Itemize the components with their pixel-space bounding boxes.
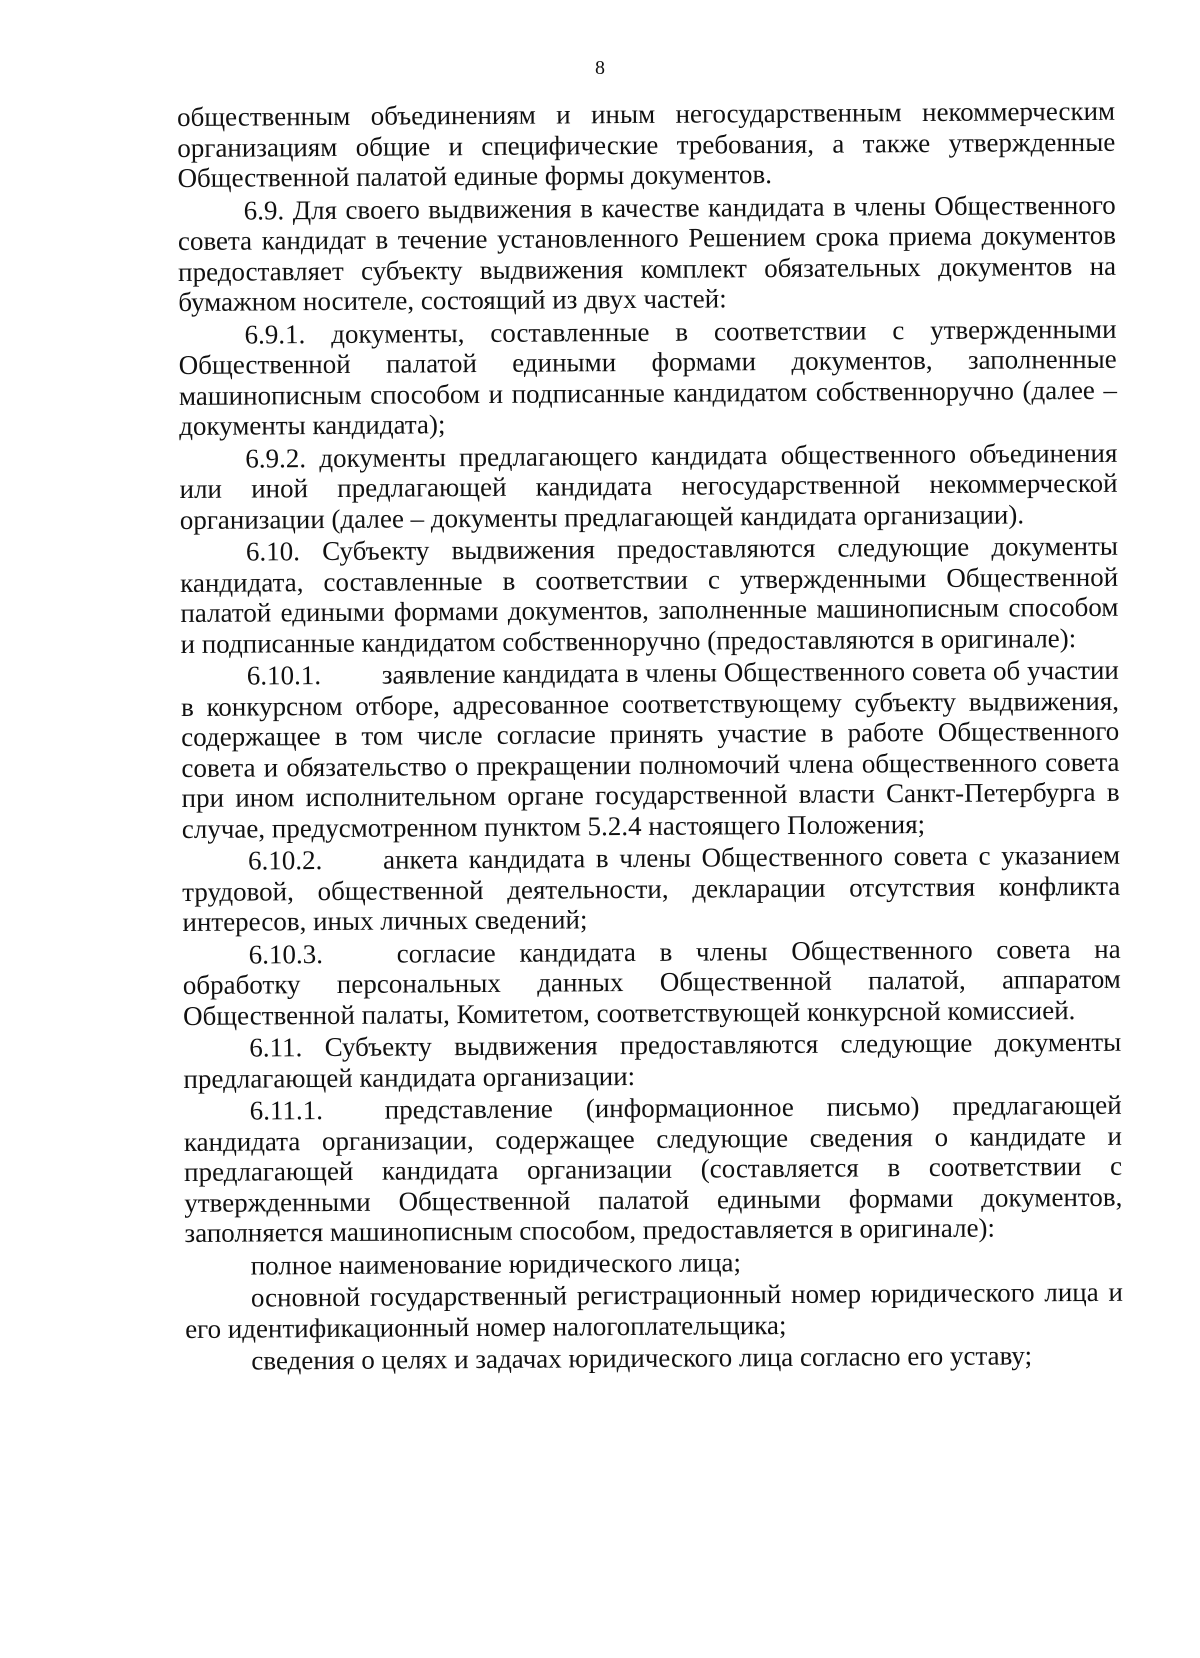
item-text: анкета кандидата в члены Общественного совета с указанием трудовой, общественной деятельности, декларации отсутствия конфликта интересов, иных личных сведений;	[182, 839, 1121, 937]
item-number: 6.10.2.	[247, 845, 323, 876]
paragraph-6-9-2: 6.9.2. документы предлагающего кандидата общественного объединения или иной предлагающей кандидата негосударственной некоммерческой организации (далее – документы предлагающей кандидата организации).	[179, 437, 1118, 535]
paragraph-6-10: 6.10. Субъекту выдвижения предоставляются следующие документы кандидата, составленные в соответствии с утвержденными Общественной палатой едиными формами документов, заполненные машинописным способом и подписанные кандидатом собственноручно (предоставляются в оригинале):	[180, 530, 1119, 659]
paragraph-continuation: общественным объединениям и иным негосударственным некоммерческим организациям общие и специфические требования, а также утвержденные Общественной палатой единые формы документов.	[177, 95, 1116, 193]
list-entry-registration-number: основной государственный регистрационный номер юридического лица и его идентификационный номер налогоплательщика;	[185, 1276, 1124, 1344]
item-number: 6.10.1.	[246, 660, 322, 691]
list-entry-goals: сведения о целях и задачах юридического лица согласно его уставу;	[251, 1340, 1033, 1376]
list-entry-full-name: полное наименование юридического лица;	[250, 1246, 742, 1281]
item-text: заявление кандидата в члены Общественного совета об участии в конкурсном отборе, адресованное соответствующему субъекту выдвижения, содержащее в том числе согласие принять участие в работе Общественного совета и обязательство о прекращении полномочий члена общественного совета при ином исполнительном органе государственной власти Санкт-Петербурга в случае, предусмотренном пунктом 5.2.4 настоящего Положения;	[180, 654, 1120, 844]
paragraph-6-11: 6.11. Субъекту выдвижения предоставляются следующие документы предлагающей кандидата организации:	[183, 1026, 1122, 1094]
paragraph-6-10-3	[183, 933, 1122, 1031]
item-number: 6.11.1.	[249, 1095, 324, 1126]
item-number: 6.10.3.	[248, 938, 324, 970]
paragraph-6-9-1: 6.9.1. документы, составленные в соответствии с утвержденными Общественной палатой едиными формами документов, заполненные машинописным способом и подписанные кандидатом собственноручно (далее – документы кандидата);	[178, 313, 1118, 441]
item-text: представление (информационное письмо) предлагающей кандидата организации, содержащее следующие сведения о кандидате и предлагающей кандидата организации (составляется в соответствии с утвержденными Общественной палатой едиными формами документов, заполняется машинописным способом, предоставляется в оригинале):	[183, 1089, 1123, 1248]
paragraph-6-10-2	[182, 840, 1121, 938]
paragraph-6-9: 6.9. Для своего выдвижения в качестве кандидата в члены Общественного совета кандидат в течение установленного Решением срока приема документов предоставляет субъекту выдвижения комплект обязательных документов на бумажном носителе, состоящий из двух частей:	[177, 189, 1117, 317]
page-number: 8	[595, 57, 605, 79]
document-body	[177, 96, 1123, 1379]
item-text: согласие кандидата в члены Общественного совета на обработку персональных данных Общественной палатой, аппаратом Общественной палаты, Комитетом, соответствующей конкурсной комиссией.	[182, 933, 1121, 1031]
paragraph-6-10-1	[181, 655, 1120, 844]
paragraph-6-11-1	[184, 1090, 1123, 1249]
